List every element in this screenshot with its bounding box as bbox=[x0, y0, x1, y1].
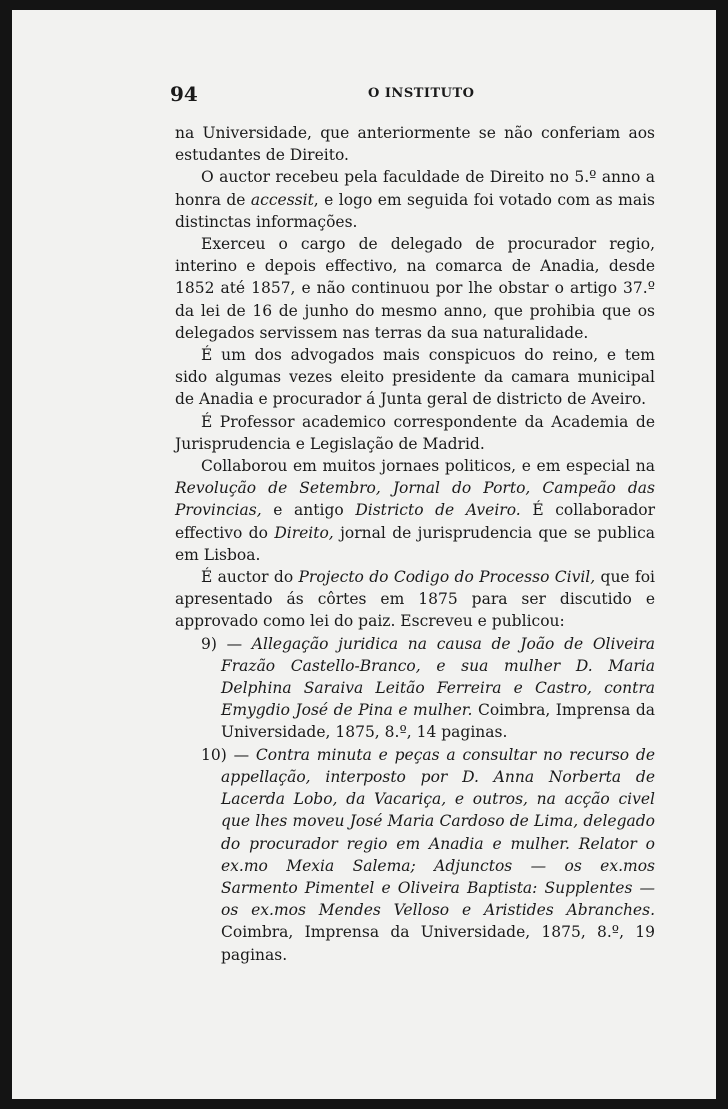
paragraph-4: É um dos advogados mais conspicuos do reino, e tem sido algumas vezes eleito presidente da camara municipal de Anadia e procurador á Junta geral de districto de Aveiro. bbox=[175, 346, 655, 409]
page-header bbox=[170, 82, 670, 106]
entry-number: 10) bbox=[201, 745, 227, 764]
page-number: 94 bbox=[170, 82, 198, 106]
paragraph-2: O auctor recebeu pela faculdade de Direito no 5.º anno a honra de accessit, e logo em seguida foi votado com as mais distinctas informações. bbox=[175, 168, 655, 231]
bibliography-entry: 9) — Allegação juridica na causa de João de Oliveira Frazão Castello-Branco, e sua mulher D. Maria Delphina Saraiva Leitão Ferreira e Castro, contra Emygdio José de Pina e mulher. Coimbra, Imprensa da Universidade, 1875, 8.º, 14 paginas. bbox=[201, 634, 656, 742]
paragraph-3: Exerceu o cargo de delegado de procurador regio, interino e depois effectivo, na comarca de Anadia, desde 1852 até 1857, e não continuou por lhe obstar o artigo 37.º da lei de 16 de junho do mesmo anno, que prohibia que os delegados servissem nas terras da sua naturalidade. bbox=[175, 235, 655, 342]
entry-title: Allegação juridica na causa de João de Oliveira Frazão Castello-Branco, e sua mulher D. Maria Delphina Saraiva Leitão Ferreira e Castro, contra Emygdio José de Pina e mulher. bbox=[221, 634, 656, 720]
body-text bbox=[175, 122, 655, 966]
paragraph-1: na Universidade, que anteriormente se não conferiam aos estudantes de Direito. bbox=[175, 124, 655, 165]
entry-imprint: Coimbra, Imprensa da Universidade, 1875, 8.º, 14 paginas. bbox=[221, 701, 655, 742]
entry-imprint: Coimbra, Imprensa da Universidade, 1875, 8.º, 19 paginas. bbox=[221, 923, 655, 964]
entry-title: Contra minuta e peças a consultar no recurso de appellação, interposto por D. Anna Norberta de Lacerda Lobo, da Vacariça, e outros, na acção civel que lhes moveu José Maria Cardoso de Lima, delegado do procurador regio em Anadia e mulher. Relator o ex.mo Mexia Salema; Adjunctos — os ex.mos Sarmento Pimentel e Oliveira Baptista: Supplentes — os ex.mos Mendes Velloso e Aristides Abranches. bbox=[221, 745, 655, 920]
paragraph-7: É auctor do Projecto do Codigo do Processo Civil, que foi apresentado ás côrtes em 1875 para ser discutido e approvado como lei do paiz. Escreveu e publicou: bbox=[175, 568, 655, 631]
bibliography-entry: 10) — Contra minuta e peças a consultar no recurso de appellação, interposto por D. Anna Norberta de Lacerda Lobo, da Vacariça, e outros, na acção civel que lhes moveu José Maria Cardoso de Lima, delegado do procurador regio em Anadia e mulher. Relator o ex.mo Mexia Salema; Adjunctos — os ex.mos Sarmento Pimentel e Oliveira Baptista: Supplentes — os ex.mos Mendes Velloso e Aristides Abranches. Coimbra, Imprensa da Universidade, 1875, 8.º, 19 paginas. bbox=[201, 745, 655, 964]
paragraph-5: É Professor academico correspondente da Academia de Jurisprudencia e Legislação de Madrid. bbox=[175, 412, 655, 453]
paragraph-6: Collaborou em muitos jornaes politicos, e em especial na Revolução de Setembro, Jornal do Porto, Campeão das Provincias, e antigo Districto de Aveiro. É collaborador effectivo do Direito, jornal de jurisprudencia que se publica em Lisboa. bbox=[175, 457, 656, 564]
entry-number: 9) bbox=[201, 634, 217, 653]
running-title: O INSTITUTO bbox=[368, 86, 475, 101]
